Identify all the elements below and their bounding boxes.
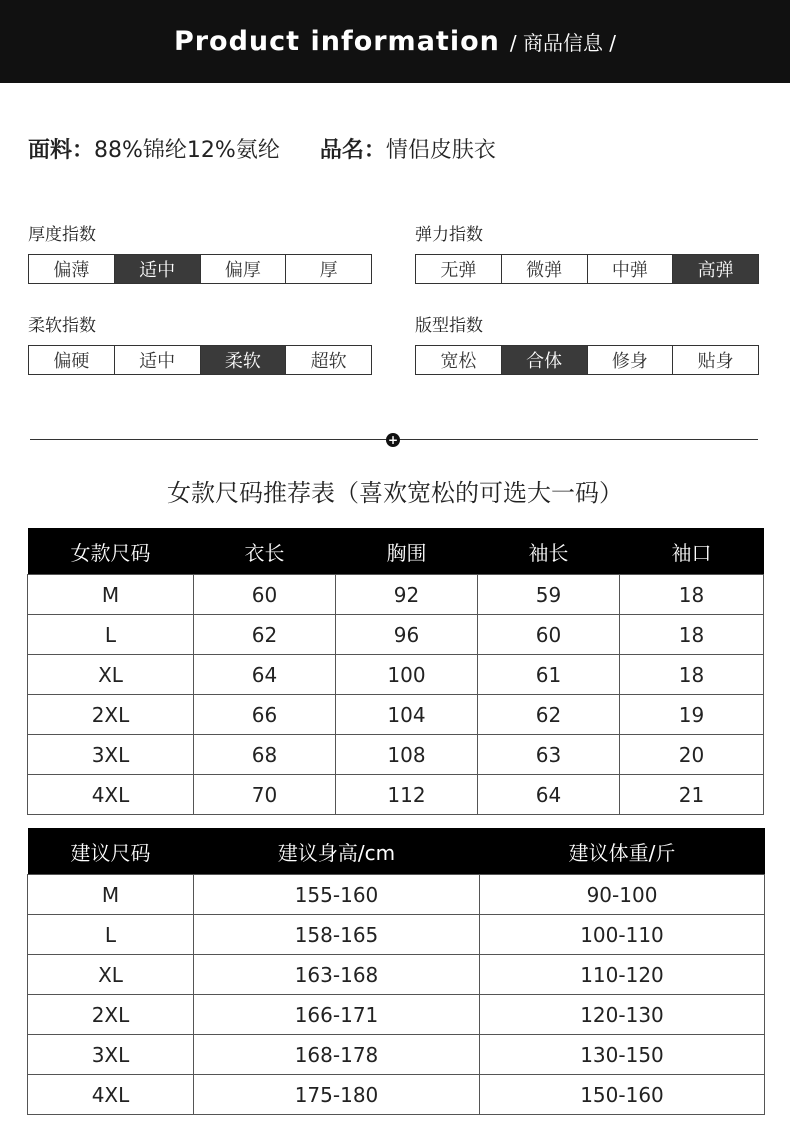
index-option: 偏硬: [53, 351, 90, 372]
table-cell: 18: [620, 655, 764, 695]
table-cell: 108: [336, 735, 478, 775]
thickness-index: [28, 222, 372, 284]
index-option: 适中: [114, 255, 200, 283]
suggestion-table-header: [28, 828, 765, 875]
table-cell: 64: [194, 655, 336, 695]
table-cell: 4XL: [28, 1075, 194, 1115]
column-header: 建议体重/斤: [480, 828, 765, 875]
index-title: 版型指数: [415, 316, 483, 336]
table-cell: 4XL: [28, 775, 194, 815]
table-row: [28, 615, 764, 655]
elasticity-index: [415, 222, 759, 284]
table-cell: L: [28, 915, 194, 955]
table-cell: 18: [620, 575, 764, 615]
column-header: 建议身高/cm: [194, 828, 480, 875]
index-option: 无弹: [440, 260, 477, 281]
size-table: [27, 528, 764, 815]
column-header: 袖长: [478, 528, 620, 575]
table-row: [28, 655, 764, 695]
table-cell: 2XL: [28, 995, 194, 1035]
plus-circle-icon: +: [387, 433, 399, 447]
table-cell: 155-160: [194, 875, 480, 915]
table-cell: 19: [620, 695, 764, 735]
index-option: 合体: [501, 346, 587, 374]
table-cell: 110-120: [480, 955, 765, 995]
table-cell: 68: [194, 735, 336, 775]
index-scale: [28, 254, 372, 284]
table-cell: 62: [194, 615, 336, 655]
table-cell: 104: [336, 695, 478, 735]
table-cell: 3XL: [28, 735, 194, 775]
table-cell: XL: [28, 955, 194, 995]
index-option: 修身: [587, 346, 673, 374]
table-cell: 63: [478, 735, 620, 775]
index-scale: [28, 345, 372, 375]
suggestion-table: [27, 828, 765, 1115]
index-title: 柔软指数: [28, 316, 96, 336]
table-row: [28, 775, 764, 815]
table-cell: 60: [194, 575, 336, 615]
table-cell: 60: [478, 615, 620, 655]
table-cell: M: [28, 575, 194, 615]
index-option: 中弹: [587, 255, 673, 283]
product-name-value: 情侣皮肤衣: [385, 137, 496, 163]
table-cell: 70: [194, 775, 336, 815]
table-row: [28, 575, 764, 615]
table-cell: 59: [478, 575, 620, 615]
table-cell: 2XL: [28, 695, 194, 735]
table-cell: 130-150: [480, 1035, 765, 1075]
table-cell: 92: [336, 575, 478, 615]
index-option: 高弹: [672, 255, 758, 283]
index-option: 柔软: [200, 346, 286, 374]
table-cell: 20: [620, 735, 764, 775]
column-header: 胸围: [336, 528, 478, 575]
table-row: [28, 955, 765, 995]
size-table-header: [28, 528, 764, 575]
table-cell: M: [28, 875, 194, 915]
table-row: [28, 875, 765, 915]
table-cell: XL: [28, 655, 194, 695]
table-cell: 64: [478, 775, 620, 815]
table-row: [28, 1075, 765, 1115]
table-cell: 61: [478, 655, 620, 695]
header-banner: [0, 0, 790, 83]
index-title: 厚度指数: [28, 225, 96, 245]
index-option: 贴身: [672, 346, 758, 374]
table-cell: 163-168: [194, 955, 480, 995]
table-cell: 3XL: [28, 1035, 194, 1075]
material-label: 面料：: [28, 137, 95, 163]
table-cell: 120-130: [480, 995, 765, 1035]
table-cell: 90-100: [480, 875, 765, 915]
index-option: 厚: [285, 255, 371, 283]
table-cell: L: [28, 615, 194, 655]
column-header: 袖口: [620, 528, 764, 575]
size-table-title: 女款尺码推荐表（喜欢宽松的可选大一码）: [167, 479, 623, 507]
index-scale: [415, 345, 759, 375]
index-option: 微弹: [501, 255, 587, 283]
fit-index: [415, 313, 759, 375]
table-cell: 96: [336, 615, 478, 655]
table-cell: 21: [620, 775, 764, 815]
banner-title-cn: / 商品信息 /: [509, 31, 617, 55]
table-cell: 168-178: [194, 1035, 480, 1075]
column-header: 建议尺码: [28, 828, 194, 875]
table-cell: 175-180: [194, 1075, 480, 1115]
table-row: [28, 915, 765, 955]
softness-index: [28, 313, 372, 375]
table-cell: 166-171: [194, 995, 480, 1035]
table-row: [28, 995, 765, 1035]
material-info-row: [28, 128, 496, 168]
table-row: [28, 735, 764, 775]
table-cell: 150-160: [480, 1075, 765, 1115]
column-header: 女款尺码: [28, 528, 194, 575]
index-option: 超软: [285, 346, 371, 374]
product-name-label: 品名：: [319, 137, 386, 163]
table-cell: 100: [336, 655, 478, 695]
table-cell: 66: [194, 695, 336, 735]
table-cell: 112: [336, 775, 478, 815]
index-option: 偏薄: [53, 260, 90, 281]
table-cell: 18: [620, 615, 764, 655]
material-value: 88%锦纶12%氨纶: [94, 137, 280, 163]
table-cell: 158-165: [194, 915, 480, 955]
index-scale: [415, 254, 759, 284]
table-cell: 62: [478, 695, 620, 735]
index-option: 宽松: [440, 351, 477, 372]
table-cell: 100-110: [480, 915, 765, 955]
index-option: 适中: [114, 346, 200, 374]
table-row: [28, 1035, 765, 1075]
index-title: 弹力指数: [415, 225, 483, 245]
banner-title-en: Product information: [173, 26, 500, 57]
table-row: [28, 695, 764, 735]
column-header: 衣长: [194, 528, 336, 575]
index-option: 偏厚: [200, 255, 286, 283]
